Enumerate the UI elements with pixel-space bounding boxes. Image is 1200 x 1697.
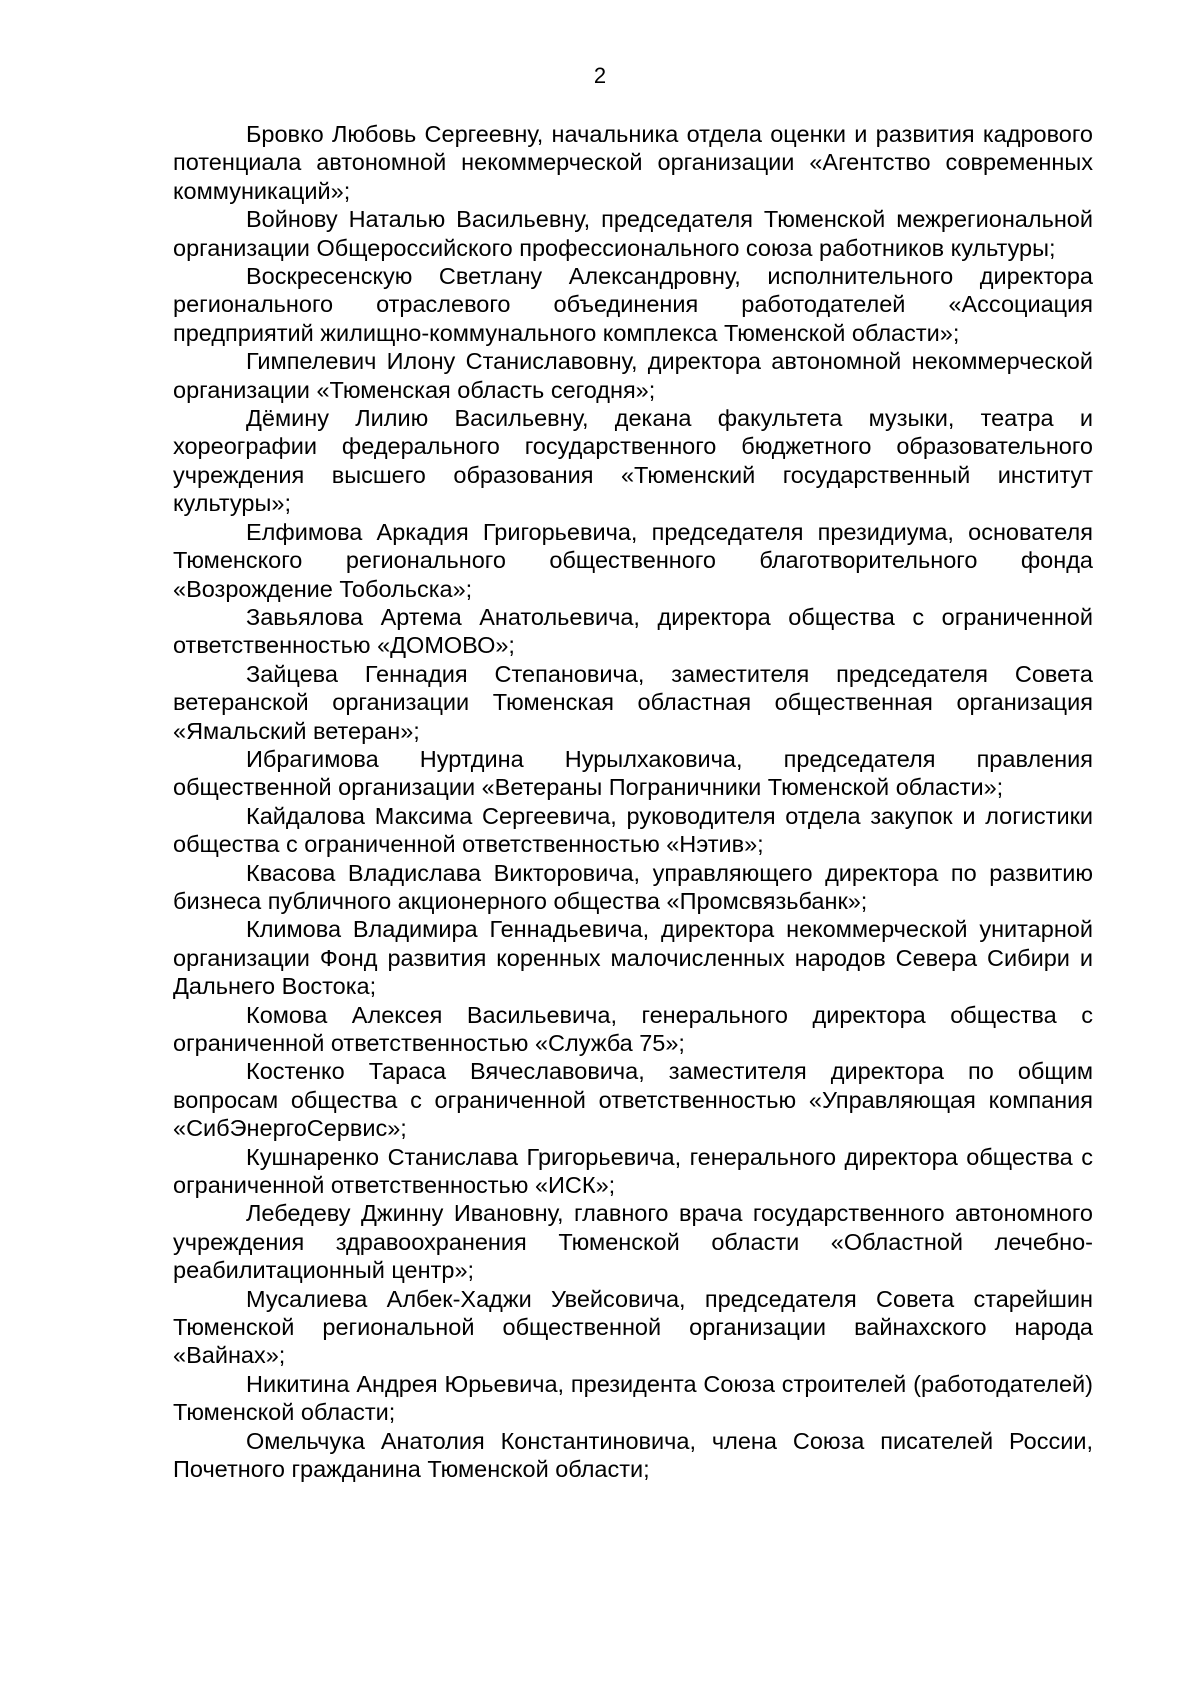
list-item: Квасова Владислава Викторовича, управляющего директора по развитию бизнеса публичного акционерного общества «Промсвязьбанк»; — [173, 859, 1093, 914]
list-item: Мусалиева Албек-Хаджи Увейсовича, председателя Совета старейшин Тюменской региональной общественной организации вайнахского народа «Вайнах»; — [173, 1285, 1093, 1369]
list-item: Зайцева Геннадия Степановича, заместителя председателя Совета ветеранской организации Тюменская областная общественная организация «Ямальский ветеран»; — [173, 660, 1093, 744]
list-item: Завьялова Артема Анатольевича, директора общества с ограниченной ответственностью «ДОМОВО»; — [173, 603, 1093, 659]
list-item: Бровко Любовь Сергеевну, начальника отдела оценки и развития кадрового потенциала автономной некоммерческой организации «Агентство современных коммуникаций»; — [173, 121, 1093, 204]
page-number: 2 — [593, 63, 607, 88]
list-item: Лебедеву Джинну Ивановну, главного врача государственного автономного учреждения здравоохранения Тюменской области «Областной лечебно-реабилитационный центр»; — [173, 1200, 1093, 1284]
list-item: Климова Владимира Геннадьевича, директора некоммерческой унитарной организации Фонд развития коренных малочисленных народов Севера Сибири и Дальнего Востока; — [173, 916, 1093, 1000]
list-item: Елфимова Аркадия Григорьевича, председателя президиума, основателя Тюменского регионального общественного благотворительного фонда «Возрождение Тобольска»; — [173, 518, 1093, 602]
list-item: Комова Алексея Васильевича, генерального директора общества с ограниченной ответственностью «Служба 75»; — [173, 1001, 1093, 1056]
list-item: Гимпелевич Илону Станиславовну, директора автономной некоммерческой организации «Тюменская область сегодня»; — [173, 348, 1093, 403]
list-item: Костенко Тараса Вячеславовича, заместителя директора по общим вопросам общества с ограниченной ответственностью «Управляющая компания «СибЭнергоСервис»; — [173, 1058, 1093, 1142]
list-item: Омельчука Анатолия Константиновича, члена Союза писателей России, Почетного гражданина Тюменской области; — [173, 1427, 1093, 1483]
list-item: Ибрагимова Нуртдина Нурылхаковича, председателя правления общественной организации «Ветераны Пограничники Тюменской области»; — [173, 745, 1093, 801]
list-item: Воскресенскую Светлану Александровну, исполнительного директора регионального отраслевого объединения работодателей «Ассоциация предприятий жилищно-коммунального комплекса Тюменской области»; — [173, 263, 1093, 346]
list-item: Кайдалова Максима Сергеевича, руководителя отдела закупок и логистики общества с ограниченной ответственностью «Нэтив»; — [173, 802, 1093, 858]
list-item: Войнову Наталью Васильевну, председателя Тюменской межрегиональной организации Общероссийского профессионального союза работников культуры; — [173, 206, 1093, 261]
list-item: Никитина Андрея Юрьевича, президента Союза строителей (работодателей) Тюменской области; — [173, 1370, 1093, 1426]
document-body — [173, 120, 1093, 1484]
list-item: Дёмину Лилию Васильевну, декана факультета музыки, театра и хореографии федерального государственного бюджетного образовательного учреждения высшего образования «Тюменский государственный институт культуры»; — [173, 405, 1093, 517]
list-item: Кушнаренко Станислава Григорьевича, генерального директора общества с ограниченной ответственностью «ИСК»; — [173, 1143, 1093, 1199]
